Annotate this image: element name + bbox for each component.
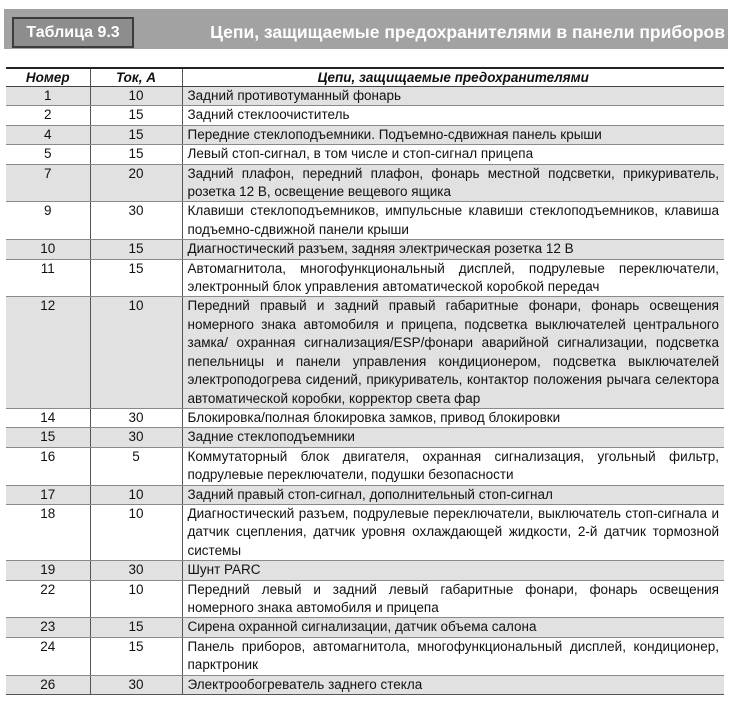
fuse-number-cell: 4 [6, 125, 90, 144]
fuse-number-cell: 18 [6, 504, 90, 560]
fuse-current-cell: 15 [90, 145, 182, 164]
table-row [6, 145, 724, 164]
table-row [6, 561, 724, 580]
fuse-circuits-cell: Блокировка/полная блокировка замков, привод блокировки [182, 408, 724, 427]
fuse-current-cell: 30 [90, 408, 182, 427]
fuse-current-cell: 10 [90, 580, 182, 618]
fuse-table [6, 67, 724, 695]
fuse-number-cell: 15 [6, 428, 90, 447]
table-row [6, 504, 724, 560]
fuse-number-cell: 16 [6, 447, 90, 485]
table-row [6, 202, 724, 240]
table-row [6, 240, 724, 259]
fuse-circuits-cell: Диагностический разъем, подрулевые переключатели, выключатель стоп-сигнала и датчик сцепления, датчик уровня охлаждающей жидкости, 2-й датчик тормозной системы [182, 504, 724, 560]
fuse-number-cell: 10 [6, 240, 90, 259]
fuse-number-cell: 7 [6, 164, 90, 202]
table-row [6, 580, 724, 618]
table-row [6, 675, 724, 694]
fuse-number-cell: 9 [6, 202, 90, 240]
fuse-number-cell: 23 [6, 618, 90, 637]
fuse-circuits-cell: Задний плафон, передний плафон, фонарь местной подсветки, прикуриватель, розетка 12 В, освещение вещевого ящика [182, 164, 724, 202]
fuse-circuits-cell: Коммутаторный блок двигателя, охранная сигнализация, угольный фильтр, подрулевые переключатели, подушки безопасности [182, 447, 724, 485]
fuse-circuits-cell: Панель приборов, автомагнитола, многофункциональный дисплей, кондиционер, парктроник [182, 637, 724, 675]
fuse-circuits-cell: Левый стоп-сигнал, в том числе и стоп-сигнал прицепа [182, 145, 724, 164]
table-row [6, 485, 724, 504]
fuse-number-cell: 26 [6, 675, 90, 694]
fuse-circuits-cell: Задний правый стоп-сигнал, дополнительный стоп-сигнал [182, 485, 724, 504]
header-number: Номер [6, 68, 90, 87]
fuse-current-cell: 20 [90, 164, 182, 202]
fuse-current-cell: 15 [90, 259, 182, 297]
fuse-number-cell: 1 [6, 87, 90, 106]
fuse-circuits-cell: Автомагнитола, многофункциональный дисплей, подрулевые переключатели, электронный блок управления автоматической коробкой передач [182, 259, 724, 297]
table-row [6, 618, 724, 637]
fuse-number-cell: 2 [6, 106, 90, 125]
fuse-circuits-cell: Задний противотуманный фонарь [182, 87, 724, 106]
table-label: Таблица 9.3 [12, 17, 134, 48]
fuse-current-cell: 10 [90, 485, 182, 504]
fuse-current-cell: 15 [90, 106, 182, 125]
fuse-circuits-cell: Диагностический разъем, задняя электрическая розетка 12 В [182, 240, 724, 259]
table-title: Цепи, защищаемые предохранителями в панели приборов [210, 22, 725, 42]
fuse-circuits-cell: Клавиши стеклоподъемников, импульсные клавиши стеклоподъемников, клавиша подъемно-сдвижной панели крыши [182, 202, 724, 240]
fuse-current-cell: 15 [90, 618, 182, 637]
table-row [6, 297, 724, 408]
fuse-number-cell: 22 [6, 580, 90, 618]
table-row [6, 637, 724, 675]
fuse-circuits-cell: Передний левый и задний левый габаритные фонари, фонарь освещения номерного знака автомобиля и прицепа [182, 580, 724, 618]
fuse-circuits-cell: Задний стеклоочиститель [182, 106, 724, 125]
fuse-number-cell: 12 [6, 297, 90, 408]
table-row [6, 125, 724, 144]
header-current: Ток, А [90, 68, 182, 87]
fuse-number-cell: 17 [6, 485, 90, 504]
fuse-current-cell: 10 [90, 504, 182, 560]
fuse-current-cell: 30 [90, 561, 182, 580]
table-row [6, 408, 724, 427]
fuse-number-cell: 14 [6, 408, 90, 427]
fuse-circuits-cell: Сирена охранной сигнализации, датчик объема салона [182, 618, 724, 637]
header-row [6, 68, 724, 87]
fuse-current-cell: 5 [90, 447, 182, 485]
table-body [6, 87, 724, 695]
fuse-number-cell: 24 [6, 637, 90, 675]
fuse-circuits-cell: Задние стеклоподъемники [182, 428, 724, 447]
table-row [6, 164, 724, 202]
fuse-number-cell: 11 [6, 259, 90, 297]
fuse-current-cell: 15 [90, 125, 182, 144]
fuse-current-cell: 10 [90, 87, 182, 106]
fuse-current-cell: 30 [90, 202, 182, 240]
fuse-circuits-cell: Электрообогреватель заднего стекла [182, 675, 724, 694]
header-circuits: Цепи, защищаемые предохранителями [182, 68, 724, 87]
fuse-circuits-cell: Передние стеклоподъемники. Подъемно-сдвижная панель крыши [182, 125, 724, 144]
table-row [6, 428, 724, 447]
fuse-number-cell: 19 [6, 561, 90, 580]
table-row [6, 447, 724, 485]
fuse-circuits-cell: Шунт PARC [182, 561, 724, 580]
fuse-current-cell: 10 [90, 297, 182, 408]
fuse-current-cell: 15 [90, 637, 182, 675]
fuse-current-cell: 30 [90, 428, 182, 447]
fuse-current-cell: 15 [90, 240, 182, 259]
table-row [6, 87, 724, 106]
table-row [6, 106, 724, 125]
table-row [6, 259, 724, 297]
fuse-circuits-cell: Передний правый и задний правый габаритные фонари, фонарь освещения номерного знака автомобиля и прицепа, подсветка выключателей центрального замка/ охранная сигнализация/ESP/фонари аварийной сигнализации, подсветка пепельницы и панели управления кондиционером, подсветка выключателей электроподогрева сидений, прикуриватель, контактор положения рычага селектора автоматической коробки, корректор света фар [182, 297, 724, 408]
fuse-current-cell: 30 [90, 675, 182, 694]
fuse-number-cell: 5 [6, 145, 90, 164]
